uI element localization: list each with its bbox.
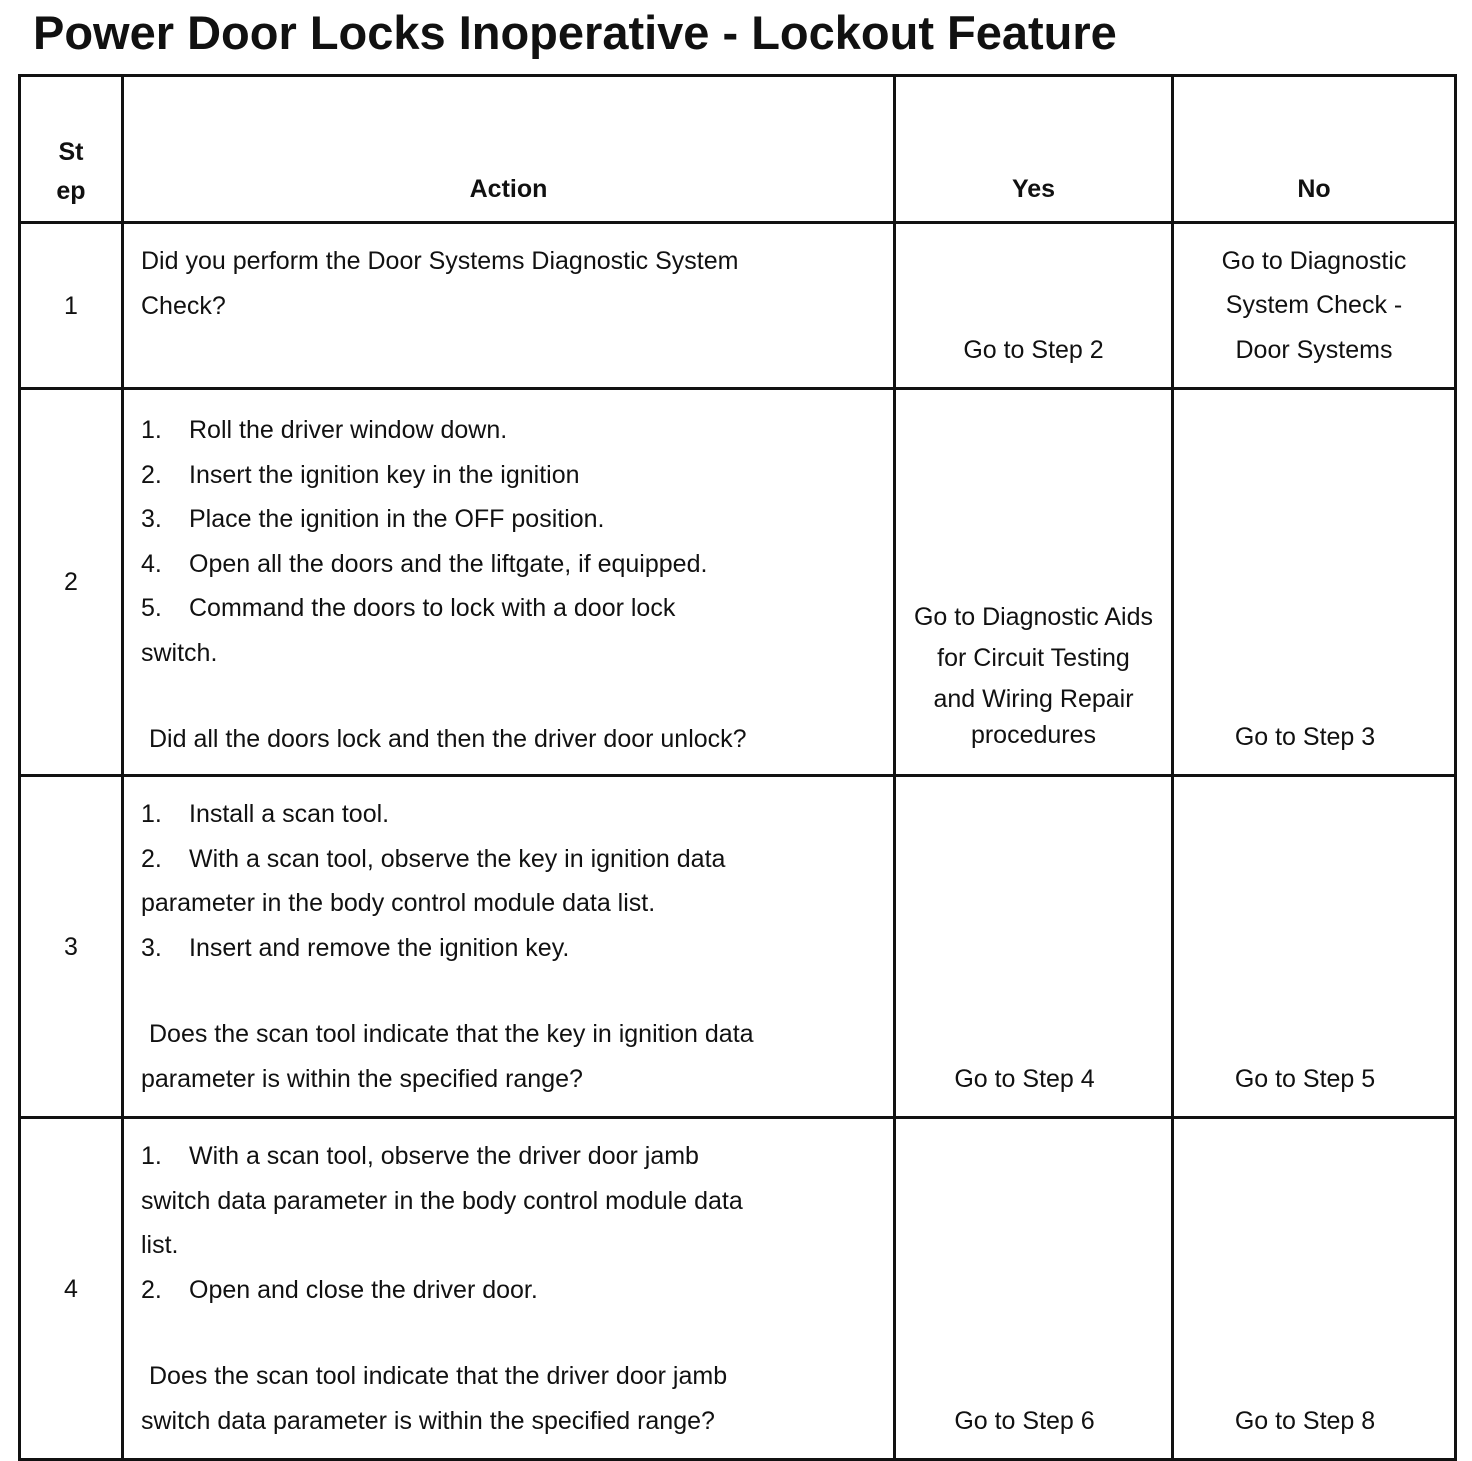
list-item-continuation: switch. [141, 638, 218, 667]
list-item-number: 4. [141, 549, 162, 578]
header-yes-label: Yes [1011, 175, 1056, 203]
list-item [141, 837, 885, 882]
list-item-number: 2. [141, 844, 162, 873]
step-cell [20, 223, 123, 389]
question-text: Does the scan tool indicate that the key in ignition data [149, 1020, 754, 1048]
no-text: System Check - [1225, 291, 1403, 319]
list-item-text: Insert and remove the ignition key. [189, 933, 570, 962]
list-item-number: 3. [141, 933, 162, 962]
action-cell [123, 776, 895, 1118]
diagnostic-table [18, 74, 1457, 1461]
step-number: 1 [64, 291, 78, 320]
no-cell [1173, 776, 1456, 1118]
no-cell [1173, 1118, 1456, 1460]
action-cell [123, 223, 895, 389]
list-item-continuation: parameter in the body control module data list. [141, 889, 656, 917]
yes-link[interactable]: Go to Step 4 [954, 1064, 1095, 1093]
list-item-continuation: switch data parameter in the body control module data [141, 1186, 743, 1215]
question-text: Does the scan tool indicate that the driver door jamb [149, 1362, 728, 1390]
header-no [1173, 76, 1456, 223]
table-row [20, 389, 1456, 776]
list-item [141, 1268, 885, 1313]
no-link[interactable] [1174, 239, 1454, 373]
step-cell [20, 1118, 123, 1460]
list-item [141, 586, 885, 631]
step-number: 2 [64, 567, 78, 596]
step-cell [20, 776, 123, 1118]
list-item-number: 1. [141, 416, 162, 444]
header-action [123, 76, 895, 223]
yes-link[interactable]: Go to Step 2 [963, 335, 1104, 364]
list-item [141, 408, 885, 453]
list-item-text: Place the ignition in the OFF position. [189, 505, 605, 533]
yes-text: for Circuit Testing [937, 644, 1130, 672]
list-item-number: 3. [141, 505, 162, 533]
header-step-line2: ep [56, 177, 86, 205]
step-cell [20, 389, 123, 776]
list-item-text: Open and close the driver door. [189, 1275, 538, 1304]
no-cell [1173, 389, 1456, 776]
yes-link[interactable] [896, 597, 1171, 750]
list-item-text: Insert the ignition key in the ignition [189, 460, 580, 489]
list-item-continuation: list. [141, 1231, 179, 1259]
list-item [141, 453, 885, 498]
yes-cell [895, 223, 1173, 389]
question-text: parameter is within the specified range? [141, 1064, 583, 1093]
list-item-number: 2. [141, 1275, 162, 1304]
no-text: Go to Diagnostic [1221, 246, 1407, 275]
list-item [141, 542, 885, 587]
list-item-text: Roll the driver window down. [189, 416, 508, 444]
table-row [20, 1118, 1456, 1460]
action-text: Check? [141, 291, 226, 320]
yes-link[interactable]: Go to Step 6 [954, 1406, 1095, 1435]
header-no-label: No [1297, 175, 1331, 203]
no-link[interactable]: Go to Step 3 [1234, 722, 1376, 751]
no-link[interactable]: Go to Step 8 [1234, 1406, 1376, 1435]
question-text: switch data parameter is within the specified range? [141, 1406, 715, 1435]
yes-text: procedures [970, 721, 1097, 749]
action-cell [123, 1118, 895, 1460]
yes-cell [895, 1118, 1173, 1460]
table-header-row [20, 76, 1456, 223]
header-step-line1: St [58, 138, 84, 166]
step-number: 3 [64, 932, 78, 961]
list-item-number: 2. [141, 460, 162, 489]
step-number: 4 [64, 1274, 78, 1303]
action-text: Did you perform the Door Systems Diagnostic System [141, 247, 739, 275]
no-text: Door Systems [1235, 335, 1393, 364]
header-yes [895, 76, 1173, 223]
no-link[interactable]: Go to Step 5 [1234, 1064, 1376, 1093]
yes-cell [895, 389, 1173, 776]
table-row [20, 223, 1456, 389]
action-cell [123, 389, 895, 776]
table-row [20, 776, 1456, 1118]
header-step [20, 76, 123, 223]
list-item-number: 5. [141, 594, 162, 622]
list-item-text: With a scan tool, observe the driver door jamb [189, 1142, 699, 1170]
yes-text: Go to Diagnostic Aids [913, 603, 1153, 631]
list-item-text: Open all the doors and the liftgate, if equipped. [189, 549, 708, 578]
page-title: Power Door Locks Inoperative - Lockout Feature [33, 6, 1117, 59]
no-cell [1173, 223, 1456, 389]
list-item-number: 1. [141, 1142, 162, 1170]
list-item-text: Install a scan tool. [189, 800, 390, 828]
list-item [141, 926, 885, 971]
yes-text: and Wiring Repair [933, 685, 1134, 713]
yes-cell [895, 776, 1173, 1118]
list-item [141, 497, 885, 542]
list-item-number: 1. [141, 800, 162, 828]
list-item-text: With a scan tool, observe the key in ignition data [189, 844, 726, 873]
question-text: Did all the doors lock and then the driver door unlock? [149, 725, 747, 753]
list-item [141, 1134, 885, 1179]
header-action-label: Action [469, 175, 548, 203]
list-item [141, 792, 885, 837]
list-item-text: Command the doors to lock with a door lock [189, 594, 676, 622]
